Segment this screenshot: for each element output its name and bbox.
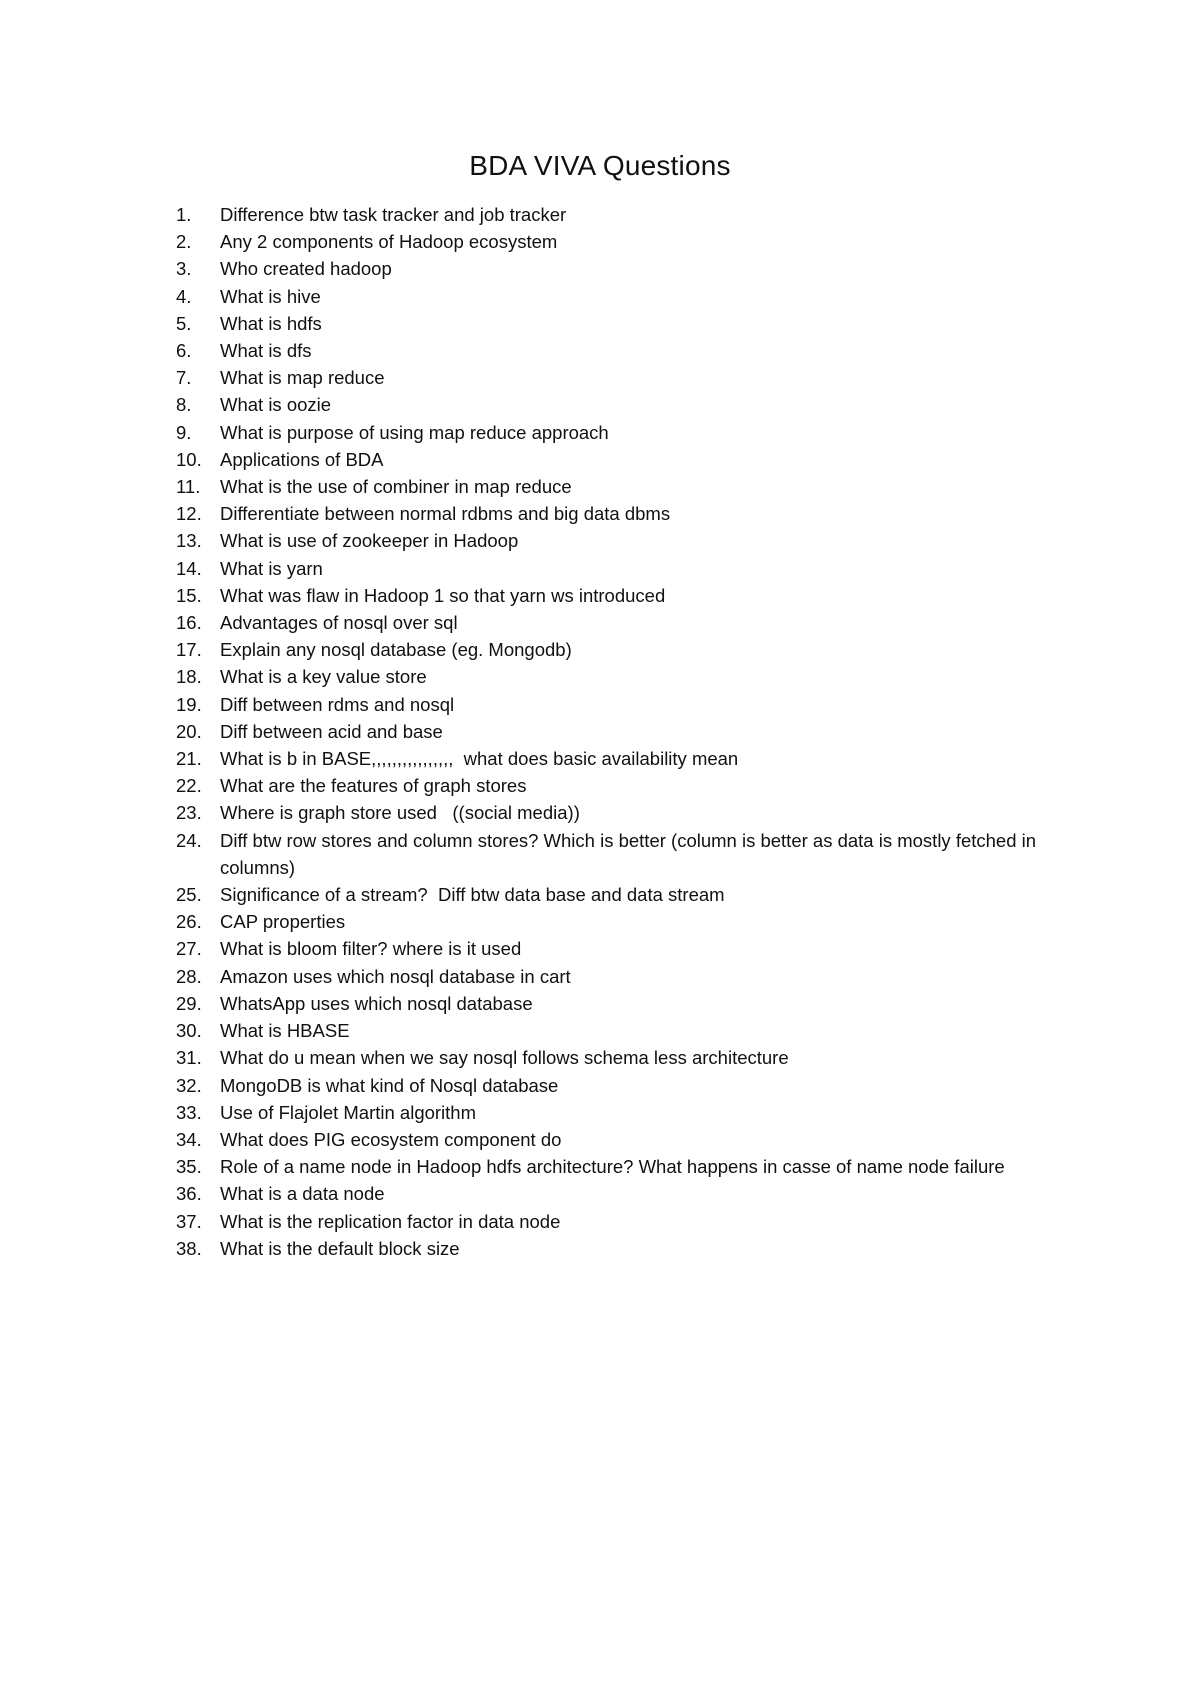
question-number: 12. bbox=[176, 503, 202, 525]
question-text: What does PIG ecosystem component do bbox=[220, 1128, 562, 1150]
question-number: 23. bbox=[176, 802, 202, 824]
question-item bbox=[176, 283, 1046, 310]
question-item bbox=[176, 255, 1046, 282]
question-item bbox=[176, 1072, 1046, 1099]
question-item bbox=[176, 636, 1046, 663]
question-item bbox=[176, 908, 1046, 935]
question-item bbox=[176, 718, 1046, 745]
question-item bbox=[176, 1208, 1046, 1235]
question-text: Diff between acid and base bbox=[220, 720, 443, 742]
question-number: 36. bbox=[176, 1183, 202, 1205]
question-text: What is the default block size bbox=[220, 1237, 460, 1259]
question-number: 8. bbox=[176, 394, 192, 416]
question-text: What is the use of combiner in map reduce bbox=[220, 476, 572, 498]
question-number: 28. bbox=[176, 965, 202, 987]
question-item bbox=[176, 745, 1046, 772]
question-text: What is a key value store bbox=[220, 666, 427, 688]
question-text: What is bloom filter? where is it used bbox=[220, 938, 522, 960]
question-number: 10. bbox=[176, 448, 202, 470]
question-item bbox=[176, 963, 1046, 990]
question-text: Diff btw row stores and column stores? Which is better (column is better as data is mostly fetched in columns) bbox=[220, 829, 1042, 878]
question-number: 19. bbox=[176, 693, 202, 715]
question-text: What is HBASE bbox=[220, 1020, 350, 1042]
question-item bbox=[176, 228, 1046, 255]
question-number: 20. bbox=[176, 720, 202, 742]
question-text: Amazon uses which nosql database in cart bbox=[220, 965, 571, 987]
question-item bbox=[176, 555, 1046, 582]
question-number: 21. bbox=[176, 748, 202, 770]
question-item bbox=[176, 1126, 1046, 1153]
question-number: 22. bbox=[176, 775, 202, 797]
question-number: 17. bbox=[176, 639, 202, 661]
question-text: Differentiate between normal rdbms and big data dbms bbox=[220, 503, 671, 525]
question-item bbox=[176, 663, 1046, 690]
question-item bbox=[176, 500, 1046, 527]
question-text: What are the features of graph stores bbox=[220, 775, 527, 797]
question-number: 37. bbox=[176, 1210, 202, 1232]
question-number: 33. bbox=[176, 1101, 202, 1123]
question-text: What is b in BASE,,,,,,,,,,,,,,,, what does basic availability mean bbox=[220, 748, 739, 770]
question-number: 31. bbox=[176, 1047, 202, 1069]
question-text: What is the replication factor in data node bbox=[220, 1210, 561, 1232]
question-text: Advantages of nosql over sql bbox=[220, 612, 458, 634]
question-number: 30. bbox=[176, 1020, 202, 1042]
question-item bbox=[176, 582, 1046, 609]
question-item bbox=[176, 201, 1046, 228]
question-item bbox=[176, 1044, 1046, 1071]
question-text: Where is graph store used ((social media)) bbox=[220, 802, 580, 824]
question-text: Who created hadoop bbox=[220, 258, 392, 280]
question-text: What is yarn bbox=[220, 557, 323, 579]
question-text: What is oozie bbox=[220, 394, 332, 416]
question-item bbox=[176, 527, 1046, 554]
question-text: Difference btw task tracker and job tracker bbox=[220, 204, 567, 225]
question-item bbox=[176, 935, 1046, 962]
question-text: CAP properties bbox=[220, 911, 346, 933]
question-item bbox=[176, 799, 1046, 826]
question-number: 5. bbox=[176, 312, 192, 334]
question-number: 2. bbox=[176, 231, 192, 253]
question-item bbox=[176, 310, 1046, 337]
question-number: 1. bbox=[176, 204, 192, 225]
question-text: Any 2 components of Hadoop ecosystem bbox=[220, 231, 558, 253]
question-number: 32. bbox=[176, 1074, 202, 1096]
question-item bbox=[176, 1153, 1046, 1180]
question-number: 14. bbox=[176, 557, 202, 579]
question-item bbox=[176, 881, 1046, 908]
question-text: Use of Flajolet Martin algorithm bbox=[220, 1101, 477, 1123]
question-number: 35. bbox=[176, 1156, 202, 1178]
question-number: 18. bbox=[176, 666, 202, 688]
question-list bbox=[176, 201, 1046, 1262]
question-item bbox=[176, 1099, 1046, 1126]
question-number: 16. bbox=[176, 612, 202, 634]
question-item bbox=[176, 772, 1046, 799]
question-item bbox=[176, 473, 1046, 500]
question-text: What was flaw in Hadoop 1 so that yarn ws introduced bbox=[220, 584, 666, 606]
question-number: 38. bbox=[176, 1237, 202, 1259]
question-text: What is a data node bbox=[220, 1183, 385, 1205]
question-number: 24. bbox=[176, 829, 202, 851]
question-number: 11. bbox=[176, 476, 201, 498]
question-number: 3. bbox=[176, 258, 192, 280]
question-item bbox=[176, 337, 1046, 364]
question-text: What is hdfs bbox=[220, 312, 322, 334]
question-number: 29. bbox=[176, 992, 202, 1014]
question-item bbox=[176, 827, 1046, 881]
question-item bbox=[176, 609, 1046, 636]
question-text: MongoDB is what kind of Nosql database bbox=[220, 1074, 559, 1096]
question-number: 27. bbox=[176, 938, 202, 960]
question-item bbox=[176, 446, 1046, 473]
question-number: 7. bbox=[176, 367, 192, 389]
question-text: Applications of BDA bbox=[220, 448, 384, 470]
question-item bbox=[176, 990, 1046, 1017]
question-item bbox=[176, 1017, 1046, 1044]
question-text: What is map reduce bbox=[220, 367, 385, 389]
question-text: Significance of a stream? Diff btw data base and data stream bbox=[220, 884, 725, 906]
question-item bbox=[176, 419, 1046, 446]
question-number: 6. bbox=[176, 340, 192, 362]
page-title: BDA VIVA Questions bbox=[469, 150, 731, 181]
question-item bbox=[176, 391, 1046, 418]
question-text: What do u mean when we say nosql follows schema less architecture bbox=[220, 1047, 789, 1069]
question-text: Role of a name node in Hadoop hdfs architecture? What happens in casse of name node failure bbox=[220, 1156, 1005, 1178]
question-item bbox=[176, 1180, 1046, 1207]
question-number: 26. bbox=[176, 911, 202, 933]
question-text: Diff between rdms and nosql bbox=[220, 693, 455, 715]
question-number: 25. bbox=[176, 884, 202, 906]
question-text: What is purpose of using map reduce approach bbox=[220, 421, 609, 443]
question-number: 15. bbox=[176, 584, 202, 606]
question-item bbox=[176, 1235, 1046, 1262]
question-number: 4. bbox=[176, 285, 192, 307]
question-item bbox=[176, 691, 1046, 718]
question-text: What is hive bbox=[220, 285, 321, 307]
question-text: Explain any nosql database (eg. Mongodb) bbox=[220, 639, 572, 661]
question-item bbox=[176, 364, 1046, 391]
question-text: What is use of zookeeper in Hadoop bbox=[220, 530, 519, 552]
question-text: WhatsApp uses which nosql database bbox=[220, 992, 533, 1014]
question-number: 9. bbox=[176, 421, 192, 443]
question-text: What is dfs bbox=[220, 340, 312, 362]
question-number: 34. bbox=[176, 1128, 202, 1150]
question-number: 13. bbox=[176, 530, 202, 552]
